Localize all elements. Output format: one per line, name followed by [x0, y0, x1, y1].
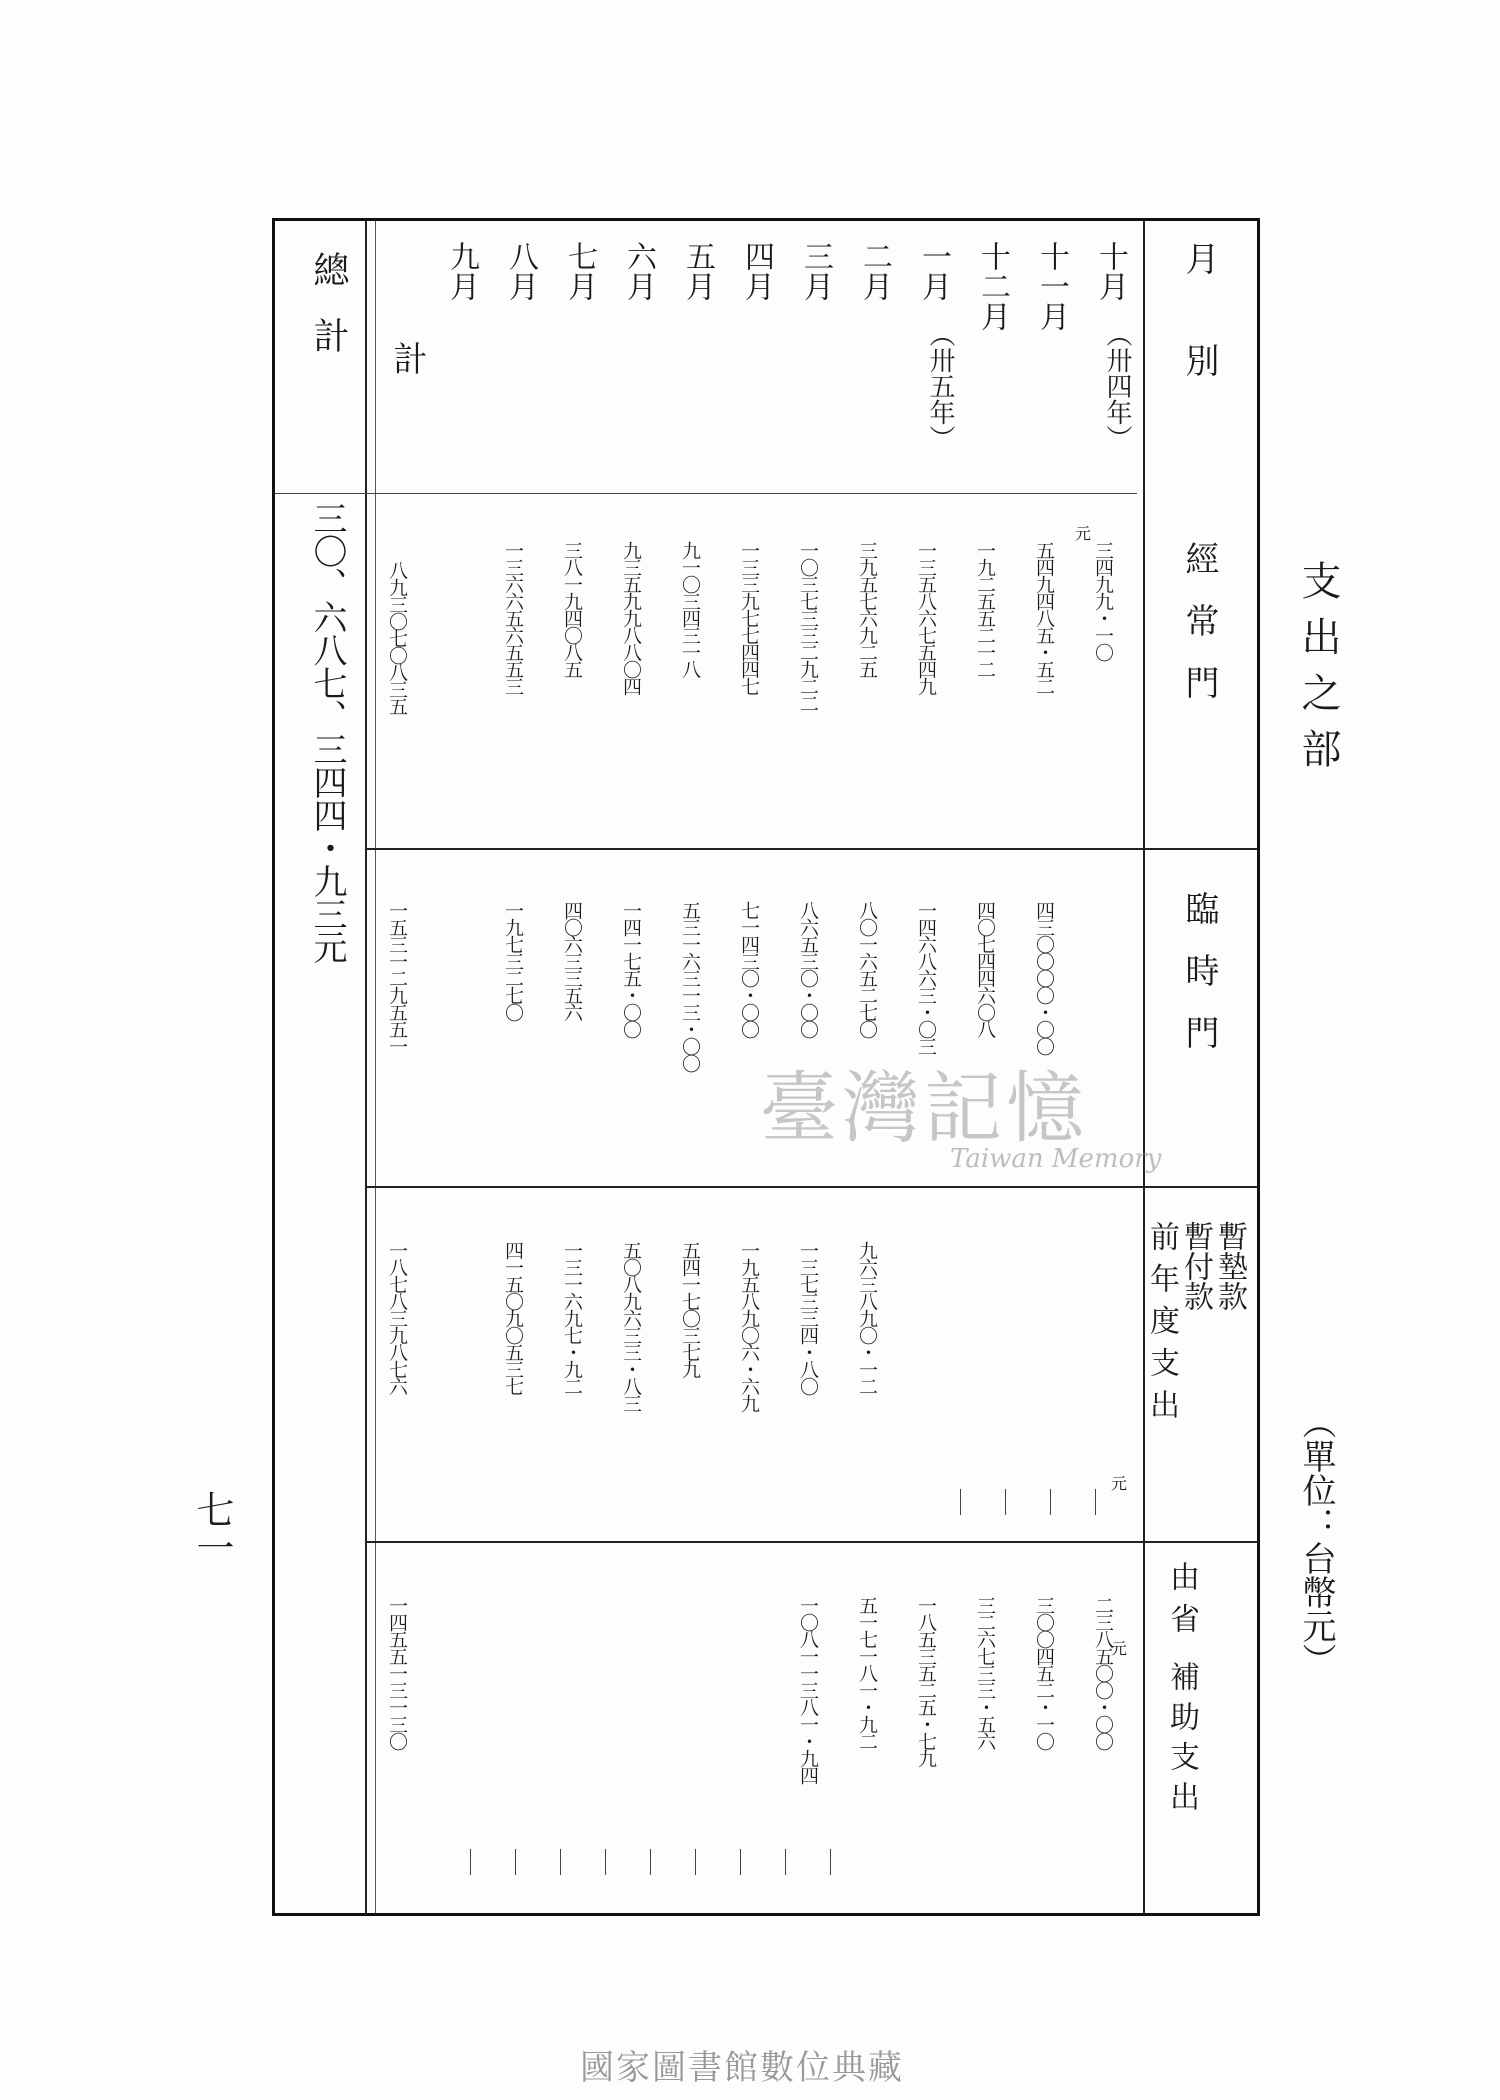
unit-mark-advance: 元	[1111, 1474, 1128, 1493]
cell-row4-col1: 八〇一六五二七〇	[856, 901, 878, 1037]
watermark-subtitle: Taiwan Memory	[950, 1144, 1162, 1174]
watermark-logo-text: 臺灣記憶	[760, 1064, 1089, 1154]
cell-row10-col1: 一九七三二七〇	[502, 901, 524, 1020]
unit-mark-regular: 元	[1075, 524, 1092, 543]
row-month-10: 八月	[503, 241, 538, 301]
cell-row0-col3: 二三八五〇〇・〇〇	[1092, 1596, 1114, 1749]
blank-tick	[740, 1849, 741, 1875]
subtotal-col2: 一八七八三九八七六	[386, 1241, 408, 1394]
subtotal-col0: 八九三〇七〇八三五	[386, 561, 408, 714]
header-regular-expense: 經常門	[1179, 541, 1219, 727]
cell-row9-col1: 四〇六三三五六	[561, 901, 583, 1020]
cell-row2-col1: 四〇七四四六〇八	[974, 901, 996, 1037]
cell-row10-col2: 四一五〇九〇五三七	[502, 1241, 524, 1394]
cell-row2-col0: 一九二五五二一二	[974, 541, 996, 677]
row-month-2: 十二月	[975, 241, 1010, 331]
blank-tick	[470, 1849, 471, 1875]
header-temporary-expense: 臨時門	[1179, 891, 1219, 1077]
cell-row8-col0: 九三五九九八八〇四	[620, 541, 642, 694]
blank-tick	[695, 1849, 696, 1875]
page-number: 七一	[190, 1490, 234, 1566]
row-month-6: 四月	[739, 241, 774, 301]
header-advance-line-3: 前年度支出	[1144, 1221, 1179, 1431]
blank-tick	[605, 1849, 606, 1875]
row-month-11: 九月	[444, 241, 479, 301]
cell-row1-col0: 五四九四八五・五二	[1033, 541, 1055, 694]
cell-row4-col3: 五一七一八一・九二	[856, 1596, 878, 1749]
cell-row4-col2: 九六三八九〇・一二	[856, 1241, 878, 1394]
taiwan-memory-watermark	[760, 1064, 1220, 1180]
subtotal-col1: 一五三一二九五五一	[386, 901, 408, 1054]
cell-row3-col3: 一八五三五二五・七九	[915, 1596, 937, 1766]
cell-row10-col0: 一三六六五六五五三	[502, 541, 524, 694]
unit-note: （單位：台幣元）	[1296, 1405, 1336, 1677]
row-year-0: （卅四年）	[1102, 321, 1132, 451]
cell-row7-col1: 五三一六三一三・〇〇	[679, 901, 701, 1071]
header-advance-line-2: 暫付款	[1178, 1221, 1213, 1311]
blank-tick	[960, 1489, 961, 1515]
subtotal-label: 計	[387, 341, 427, 375]
header-advance-line-1: 暫墊款	[1212, 1221, 1247, 1311]
grand-total-value: 三〇、六八七、三四四・九三元	[307, 501, 347, 963]
cell-row5-col0: 一〇三七三三二九二二	[797, 541, 819, 711]
cell-row0-col0: 三四九九・一〇	[1092, 541, 1114, 660]
row-month-3: 一月	[916, 241, 951, 301]
header-subsidy-line-2: 補助支出	[1164, 1661, 1199, 1821]
subtotal-col3: 一四五五一三一三〇	[386, 1596, 408, 1749]
cell-row5-col3: 一〇八一一三八一・九四	[797, 1596, 819, 1783]
cell-row9-col2: 一三一六九七・九二	[561, 1241, 583, 1394]
row-month-7: 五月	[680, 241, 715, 301]
footer-caption: 國家圖書館數位典藏	[580, 2048, 904, 2088]
cell-row7-col0: 九一〇三四三一八	[679, 541, 701, 677]
cell-row6-col2: 一九五八九〇六・六九	[738, 1241, 760, 1411]
cell-row5-col1: 八六五三〇・〇〇	[797, 901, 819, 1037]
cell-row9-col0: 三八一九四〇八五	[561, 541, 583, 677]
row-month-0: 十月	[1093, 241, 1128, 301]
cell-row1-col3: 三〇〇四五二・一〇	[1033, 1596, 1055, 1749]
blank-tick	[1050, 1489, 1051, 1515]
cell-row3-col1: 一四六八六三・〇三	[915, 901, 937, 1054]
header-subsidy-line-1: 由省	[1164, 1561, 1199, 1645]
row-month-1: 十一月	[1034, 241, 1069, 331]
row-year-3: （卅五年）	[925, 321, 955, 451]
cell-row4-col0: 三九五七六九二五	[856, 541, 878, 677]
cell-row1-col1: 四三〇〇〇〇・〇〇	[1033, 901, 1055, 1054]
cell-row2-col3: 三二六七三三・五六	[974, 1596, 996, 1749]
cell-row8-col2: 五〇八九六三三・八三	[620, 1241, 642, 1411]
blank-tick	[515, 1849, 516, 1875]
cell-row6-col1: 七一四三〇・〇〇	[738, 901, 760, 1037]
row-month-5: 三月	[798, 241, 833, 301]
blank-tick	[1005, 1489, 1006, 1515]
header-month-label: 月 別	[1179, 241, 1219, 377]
header-advance-payments	[1144, 1221, 1257, 1531]
cell-row3-col0: 一三五八六七五四九	[915, 541, 937, 694]
cell-row7-col2: 五四一七〇三七九	[679, 1241, 701, 1377]
row-month-4: 二月	[857, 241, 892, 301]
blank-tick	[1095, 1489, 1096, 1515]
row-month-9: 七月	[562, 241, 597, 301]
cell-row8-col1: 一四一七五・〇〇	[620, 901, 642, 1037]
cell-row5-col2: 一三七三三四・八〇	[797, 1241, 819, 1394]
blank-tick	[830, 1849, 831, 1875]
blank-tick	[650, 1849, 651, 1875]
section-title: 支出之部	[1295, 560, 1341, 784]
header-provincial-subsidy	[1147, 1561, 1257, 1881]
blank-tick	[785, 1849, 786, 1875]
blank-tick	[560, 1849, 561, 1875]
unit-mark-subsidy: 元	[1111, 1639, 1128, 1658]
grand-total-label: 總計	[308, 251, 349, 383]
cell-row6-col0: 一三三九七七四四七	[738, 541, 760, 694]
row-month-8: 六月	[621, 241, 656, 301]
